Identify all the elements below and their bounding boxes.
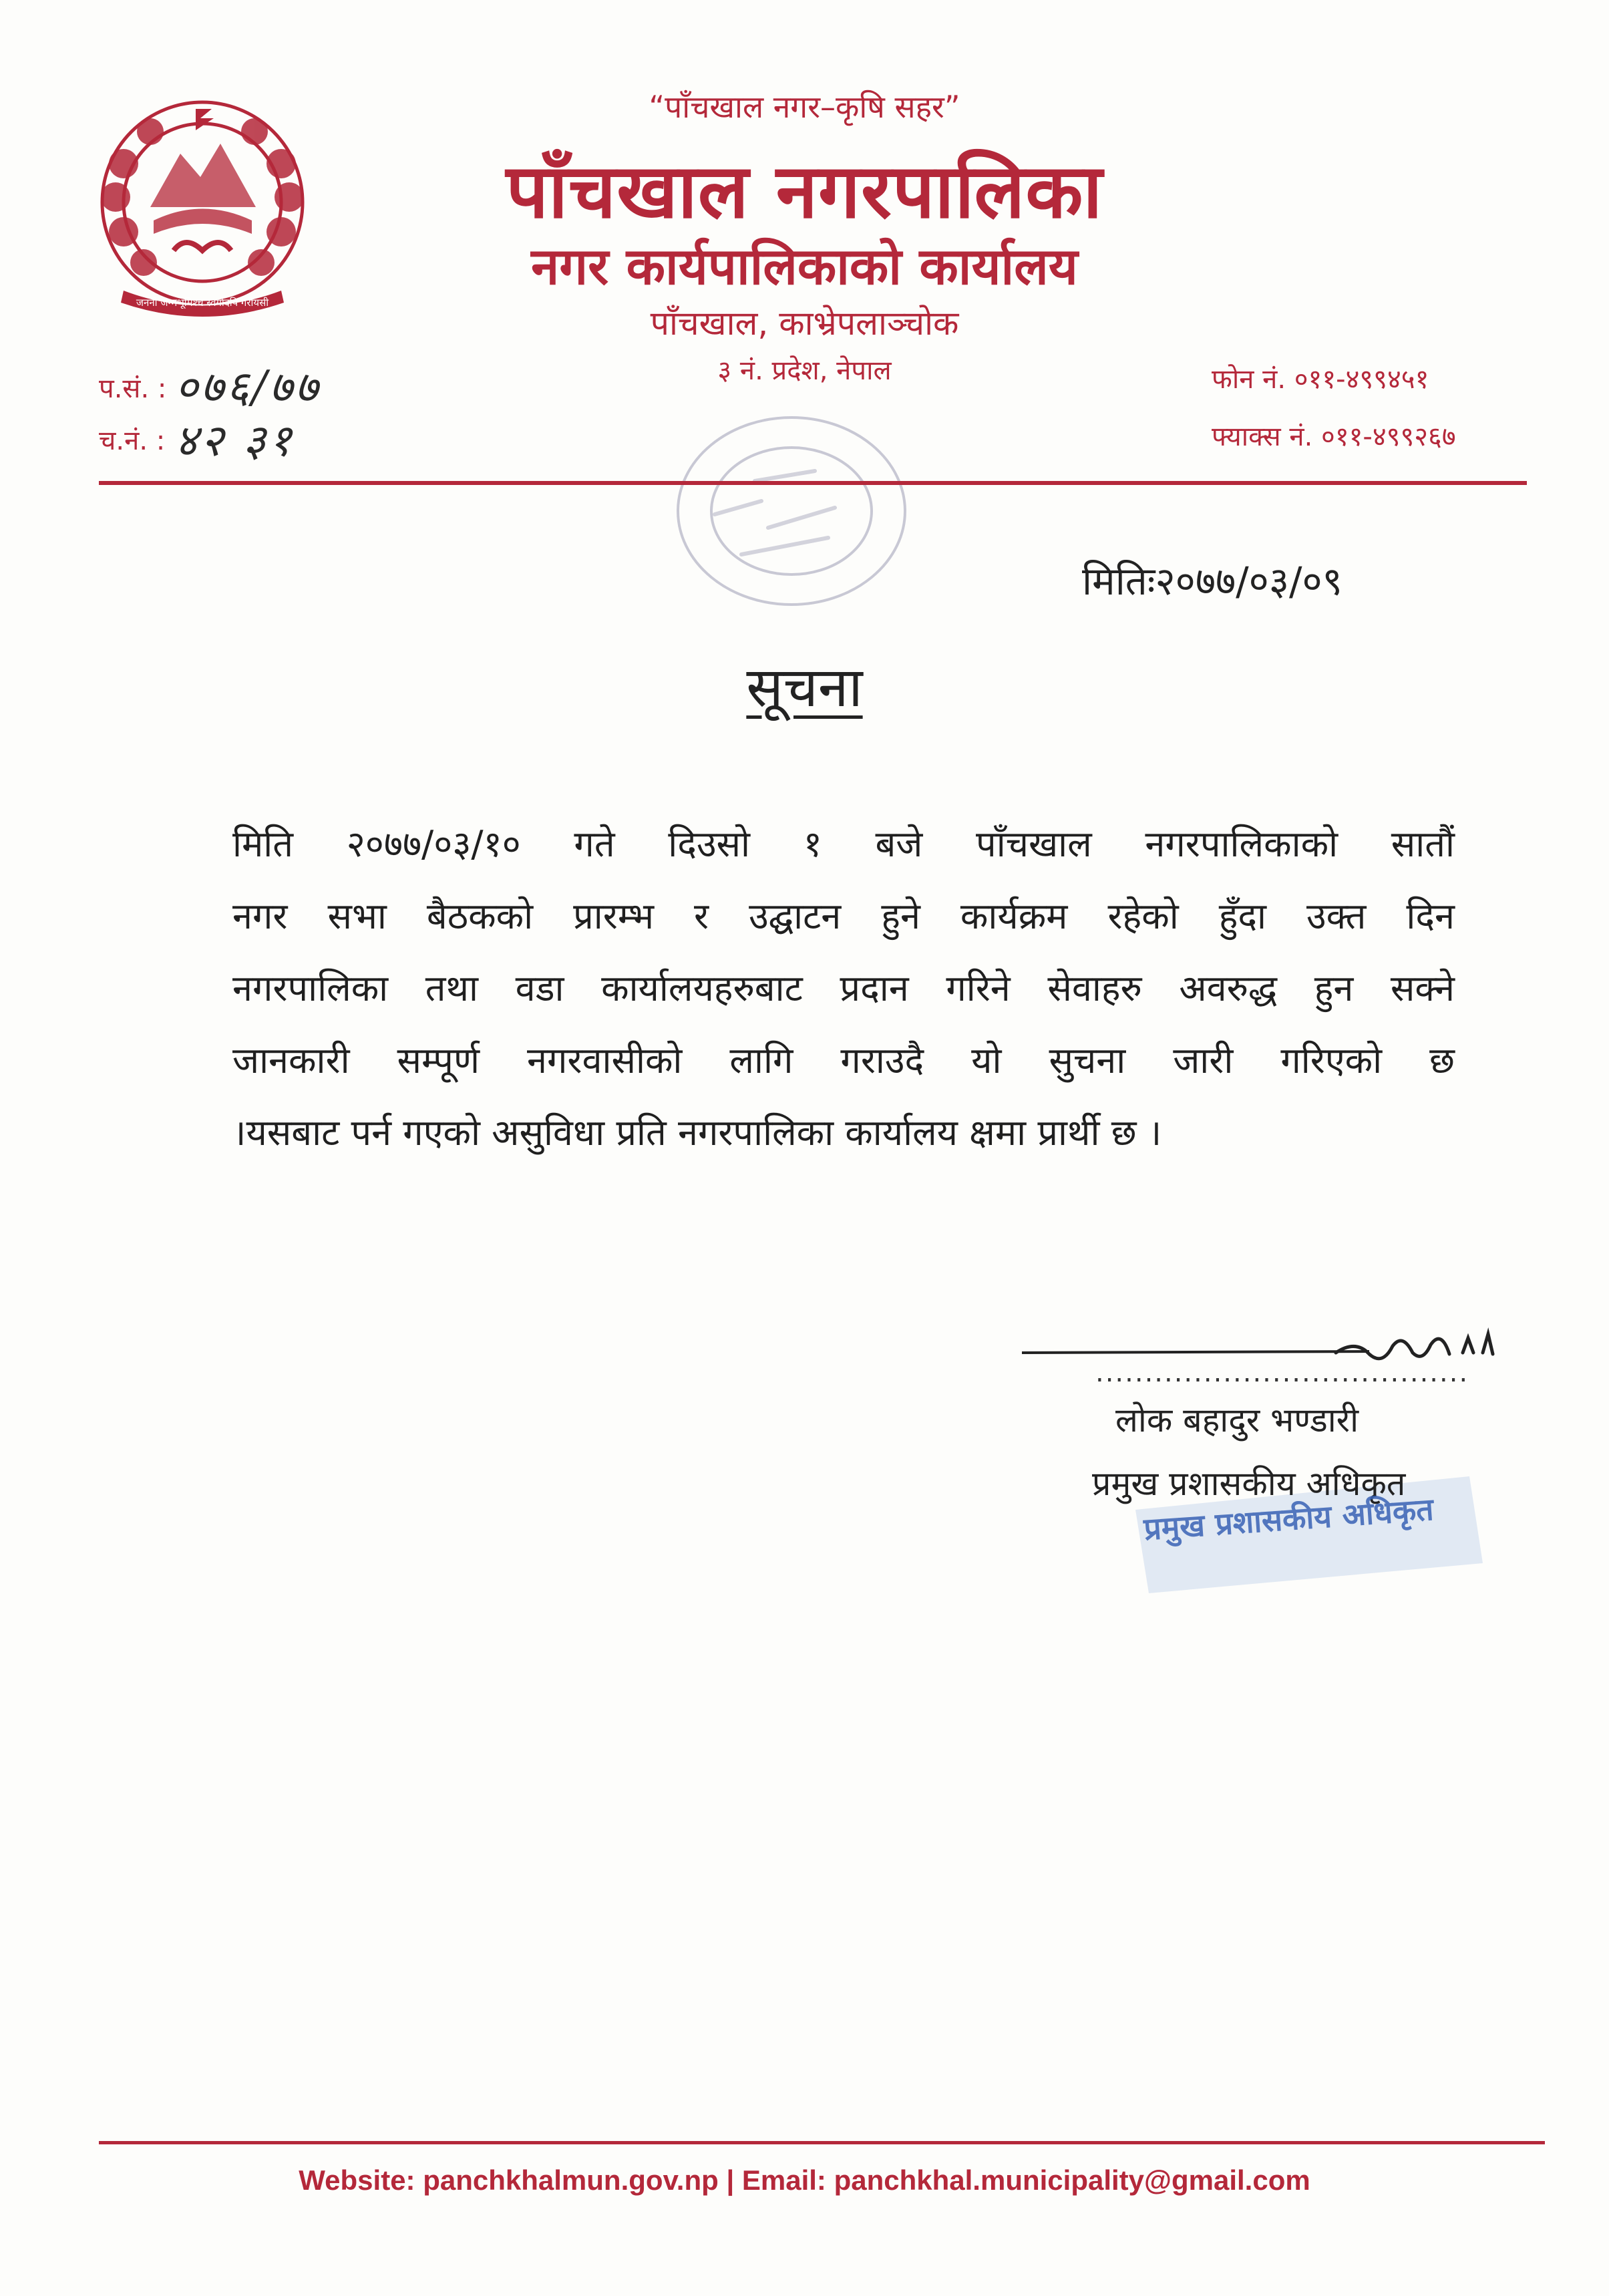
fax-number: फ्याक्स नं. ०११-४९९२६७ [1212,422,1456,452]
slogan: “पाँचखाल नगर–कृषि सहर” [649,89,960,125]
body-line: मिति २०७७/०३/१० गते दिउसो १ बजे पाँचखाल नगरपालिकाको सातौं [232,823,1455,865]
footer-contact: Website: panchkhalmun.gov.np | Email: panchkhal.municipality@gmail.com [299,2164,1310,2196]
dispatch-number-value: ४२ ३१ [175,415,295,466]
body-line: जानकारी सम्पूर्ण नगरवासीको लागि गराउदै यो सुचना जारी गरिएको छ [232,1039,1455,1082]
province-country: ३ नं. प्रदेश, नेपाल [717,355,892,386]
notice-title-text: सूचना [746,656,863,719]
reference-number-value: ०७६/७७ [175,361,321,413]
reference-number-label: प.सं. : [99,373,167,404]
signer-title: प्रमुख प्रशासकीय अधिकृत [1092,1464,1406,1503]
dispatch-number-label: च.नं. : [99,426,166,456]
office-seal-stamp [661,401,922,621]
phone-number: फोन नं. ०११-४९९४५१ [1212,364,1429,395]
svg-text:जननी जन्मभूमिश्च स्वर्गादपि गर: जननी जन्मभूमिश्च स्वर्गादपि गरीयसी [136,297,269,309]
body-line: ।यसबाट पर्न गएको असुविधा प्रति नगरपालिका कार्यालय क्षमा प्रार्थी छ । [232,1112,1162,1154]
signature-dotted-line: ...................................... [1095,1357,1469,1388]
signer-name: लोक बहादुर भण्डारी [1115,1401,1359,1440]
office-location: पाँचखाल, काभ्रेपलाञ्चोक [650,304,959,343]
stamp-text: प्रमुख प्रशासकीय अधिकृत [1142,1490,1435,1548]
footer-divider [99,2141,1545,2144]
municipality-name: पाँचखाल नगरपालिका [506,148,1103,235]
notice-body [232,808,1455,1169]
notice-title [0,648,1609,723]
notice-date: मितिः२०७७/०३/०९ [1082,558,1343,604]
body-line: नगर सभा बैठकको प्रारम्भ र उद्घाटन हुने कार्यक्रम रहेको हुँदा उक्त दिन [232,895,1455,937]
office-name: नगर कार्यपालिकाको कार्यालय [531,236,1078,296]
body-line: नगरपालिका तथा वडा कार्यालयहरुबाट प्रदान गरिने सेवाहरु अवरुद्ध हुन सक्ने [232,967,1455,1009]
header-divider [99,481,1527,485]
